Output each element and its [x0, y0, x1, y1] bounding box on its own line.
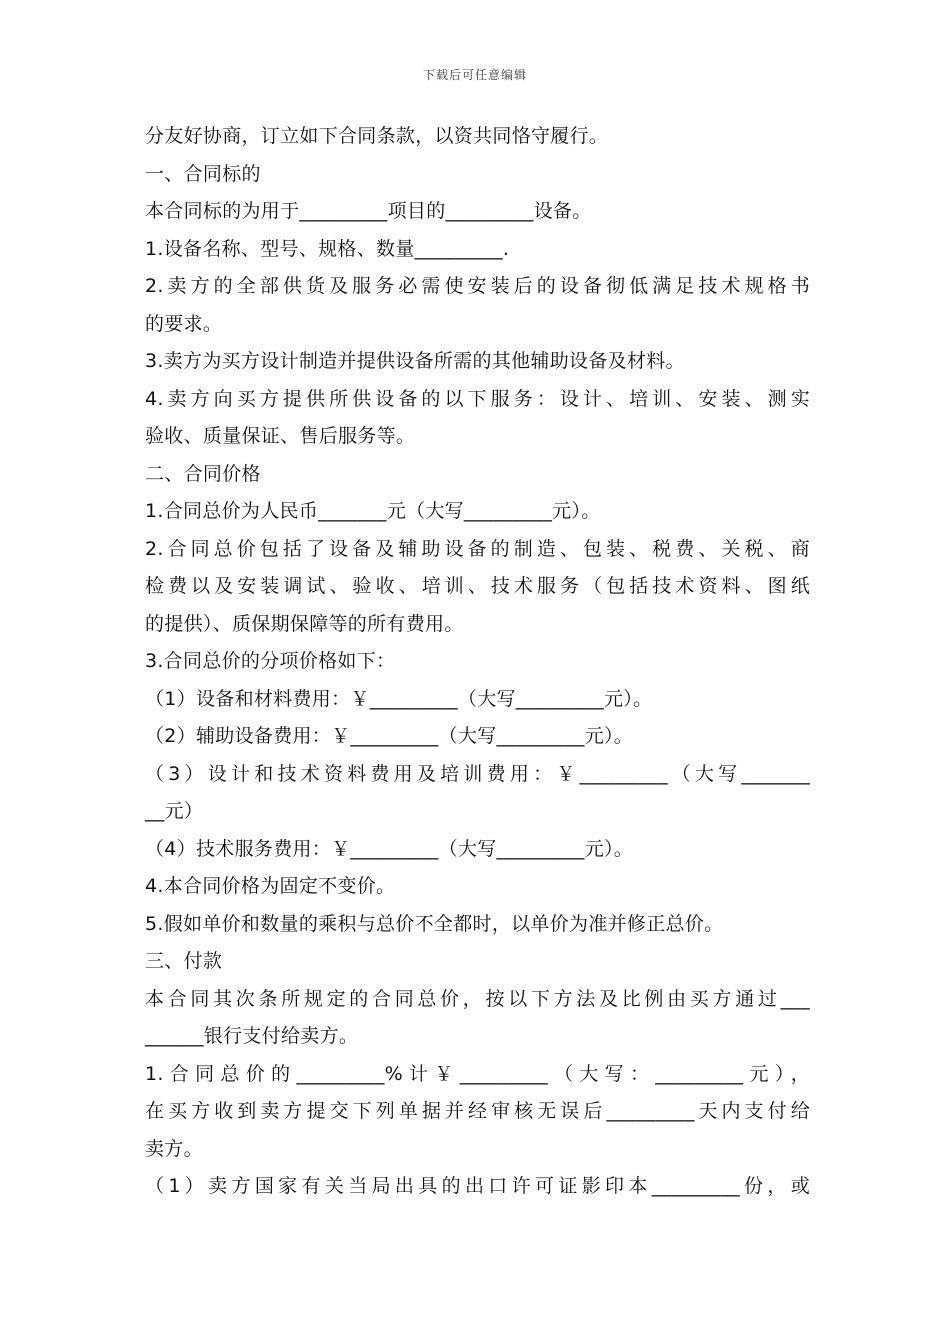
- document-line: （1）设备和材料费用：￥_________（大写_________元）。: [145, 687, 653, 710]
- document-line: 1.设备名称、型号、规格、数量_________.: [145, 237, 510, 260]
- document-line: 4.本合同价格为固定不变价。: [145, 875, 396, 897]
- document-line: 分友好协商，订立如下合同条款，以资共同恪守履行。: [145, 125, 609, 147]
- document-line: （1）卖方国家有关当局出具的出口许可证影印本_________份，或: [145, 1175, 810, 1197]
- page-header: 下载后可任意编辑: [422, 68, 527, 82]
- document-line: 1.合同总价为人民币_______元（大写_________元）。: [145, 500, 601, 522]
- document-line: 验收、质量保证、售后服务等。: [145, 425, 416, 447]
- document-line: 1.合同总价的_________%计￥_________（大写：_________元），: [145, 1062, 810, 1085]
- document-line: 一、合同标的: [145, 162, 261, 185]
- document-line: 检费以及安装调试、验收、培训、技术服务（包括技术资料、图纸: [145, 575, 810, 597]
- document-line: （3）设计和技术资料费用及培训费用：￥_________（大写_______: [145, 762, 810, 785]
- document-line: 2.卖方的全部供货及服务必需使安装后的设备彻低满足技术规格书: [145, 275, 810, 297]
- document-line: 2.合同总价包括了设备及辅助设备的制造、包装、税费、关税、商: [145, 537, 810, 560]
- document-line: 本合同其次条所规定的合同总价，按以下方法及比例由买方通过___: [145, 987, 810, 1010]
- document-line: （2）辅助设备费用：￥_________（大写_________元）。: [145, 725, 634, 747]
- document-line: 三、付款: [145, 950, 223, 972]
- document-line: 本合同标的为用于_________项目的_________设备。: [145, 200, 592, 222]
- document-line: 5.假如单价和数量的乘积与总价不全都时，以单价为准并修正总价。: [145, 912, 724, 935]
- document-line: 在买方收到卖方提交下列单据并经审核无误后_________天内支付给: [145, 1100, 810, 1122]
- document-body: [145, 118, 810, 1206]
- document-line: ______银行支付给卖方。: [145, 1025, 359, 1047]
- document-line: 卖方。: [145, 1137, 203, 1160]
- document-line: 的提供）、质保期保障等的所有费用。: [145, 612, 464, 635]
- document-line: （4）技术服务费用：￥_________（大写_________元）。: [145, 837, 634, 860]
- document-line: 二、合同价格: [145, 462, 261, 485]
- document-line: 3.合同总价的分项价格如下：: [145, 650, 396, 672]
- document-line: 4.卖方向买方提供所供设备的以下服务：设计、培训、安装、测实: [145, 387, 810, 410]
- document-line: __元）: [145, 800, 204, 822]
- document-line: 的要求。: [145, 312, 223, 335]
- document-line: 3.卖方为买方设计制造并提供设备所需的其他辅助设备及材料。: [145, 350, 685, 372]
